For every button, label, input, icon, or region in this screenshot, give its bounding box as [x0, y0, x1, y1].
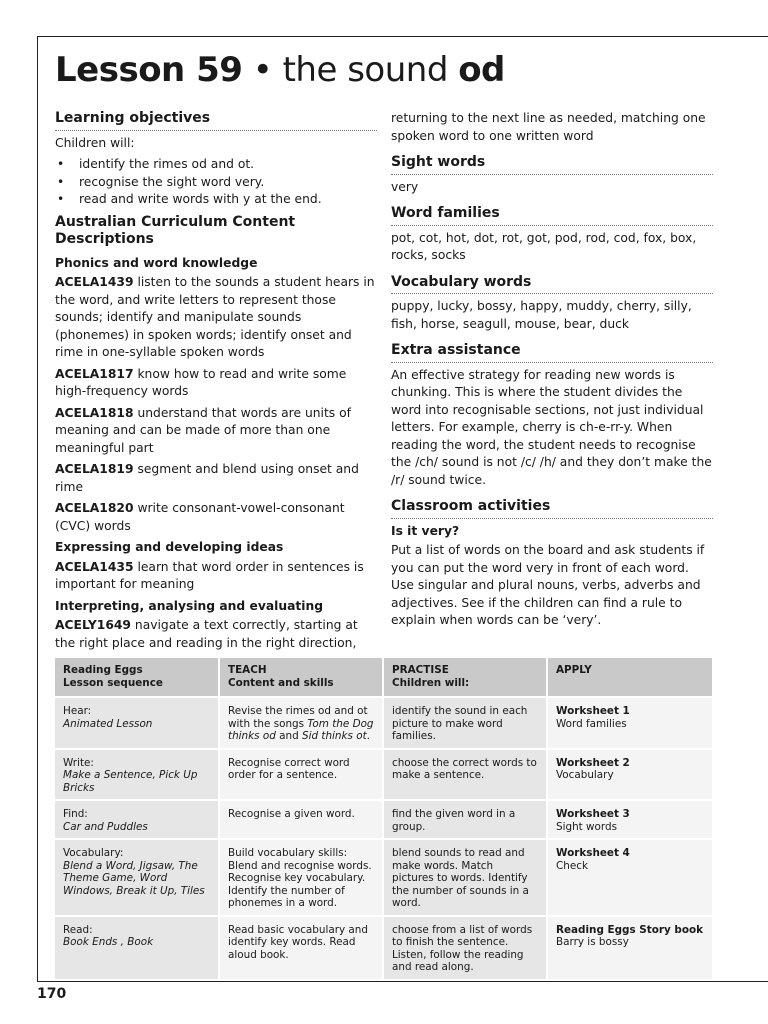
interpreting-heading: Interpreting, analysing and evaluating: [55, 598, 324, 613]
curriculum-entry: [55, 274, 377, 362]
apply-cell: Worksheet 2 Vocabulary: [547, 749, 712, 801]
lesson-title: [55, 50, 505, 90]
objective-item: • recognise the sight word very.: [55, 174, 377, 192]
curriculum-code: ACELA1819: [55, 462, 134, 476]
curriculum-text: segment and blend using onset and rime: [55, 462, 359, 494]
vocabulary-heading: Vocabulary words: [391, 274, 713, 295]
title-sound-prefix: the sound: [282, 50, 459, 90]
column-header: TEACH Content and skills: [219, 658, 383, 697]
curriculum-entry: [55, 366, 377, 401]
curriculum-code: ACELA1818: [55, 405, 134, 420]
column-header: APPLY: [547, 658, 712, 697]
curriculum-text: understand that words are units of meaning and can be made of more than one meaningful part: [55, 405, 351, 455]
curriculum-text: know how to read and write some high-frequency words: [55, 366, 347, 398]
curriculum-code: ACELY1649: [55, 618, 131, 632]
apply-cell: Reading Eggs Story book Barry is bossy: [547, 916, 712, 979]
practise-cell: find the given word in a group.: [383, 800, 547, 839]
phonics-heading: Phonics and word knowledge: [55, 255, 258, 270]
page-number: 170: [37, 986, 67, 1002]
title-sound: od: [458, 50, 505, 90]
curriculum-entry: [55, 559, 377, 594]
objectives-heading: Learning objectives: [55, 110, 377, 131]
sequence-cell: Vocabulary: Blend a Word, Jigsaw, The Theme Game, Word Windows, Break it Up, Tiles: [55, 839, 219, 916]
objective-item: • identify the rimes od and ot.: [55, 156, 377, 174]
practise-cell: choose from a list of words to finish the sentence. Listen, follow the reading and read along.: [383, 916, 547, 979]
curriculum-code: ACELA1435: [55, 559, 134, 574]
curriculum-text: navigate a text correctly, starting at the right place and reading in the right direction,: [55, 618, 358, 650]
curriculum-entry: [55, 500, 377, 535]
curriculum-entry: [55, 617, 377, 652]
table-row: [55, 749, 712, 801]
practise-cell: choose the correct words to make a sentence.: [383, 749, 547, 801]
apply-cell: Worksheet 4 Check: [547, 839, 712, 916]
objectives-list: [55, 156, 377, 209]
teach-cell: Build vocabulary skills: Blend and recognise words. Recognise key vocabulary. Identify the number of phonemes in a word.: [219, 839, 383, 916]
sequence-cell: Find: Car and Puddles: [55, 800, 219, 839]
extra-assistance-heading: Extra assistance: [391, 342, 713, 363]
practise-cell: blend sounds to read and make words. Match pictures to words. Identify the number of sounds in a word.: [383, 839, 547, 916]
objectives-intro: Children will:: [55, 135, 135, 150]
curriculum-text: write consonant-vowel-consonant (CVC) words: [55, 501, 345, 533]
curriculum-code: ACELA1817: [55, 366, 134, 381]
curriculum-text: learn that word order in sentences is important for meaning: [55, 559, 364, 591]
right-column: [391, 110, 713, 634]
sequence-cell: Read: Book Ends , Book: [55, 916, 219, 979]
apply-cell: Worksheet 3 Sight words: [547, 800, 712, 839]
sequence-cell: Hear: Animated Lesson: [55, 697, 219, 749]
sequence-cell: Write: Make a Sentence, Pick Up Bricks: [55, 749, 219, 801]
activity-text: Put a list of words on the board and ask students if you can put the word very in front of each word. Use singular and plural nouns, verbs, adverbs and adjectives. See if the children can find a rule to explain when words can be ‘very’.: [391, 543, 705, 627]
teach-cell: Revise the rimes od and ot with the songs Tom the Dog thinks od and Sid thinks ot.: [219, 697, 383, 749]
table-header-row: [55, 658, 712, 697]
extra-assistance-text: An effective strategy for reading new words is chunking. This is where the student divides the word into recognisable sections, not just individual letters. For example, cherry is ch-e-rr-y. When reading the word, the student needs to recognise the /ch/ sound is not /c/ /h/ and they don’t make the /r/ sound twice.: [391, 367, 712, 487]
lesson-number: Lesson 59: [55, 50, 243, 90]
title-separator: •: [242, 50, 283, 90]
curriculum-entry: [55, 405, 377, 458]
interpreting-continuation: returning to the next line as needed, matching one spoken word to one written word: [391, 111, 706, 143]
curriculum-heading: Australian Curriculum Content Descriptions: [55, 213, 296, 247]
word-families-heading: Word families: [391, 205, 713, 226]
curriculum-code: ACELA1439: [55, 275, 134, 289]
lesson-sequence-table: [55, 658, 712, 979]
expressing-heading: Expressing and developing ideas: [55, 540, 284, 554]
sight-words-text: very: [391, 179, 419, 194]
column-header: Reading Eggs Lesson sequence: [55, 658, 219, 697]
table-row: [55, 697, 712, 749]
activity-title: Is it very?: [391, 523, 460, 538]
curriculum-code: ACELA1820: [55, 501, 134, 515]
table-row: [55, 916, 712, 979]
objective-item: • read and write words with y at the end.: [55, 191, 377, 209]
practise-cell: identify the sound in each picture to make word families.: [383, 697, 547, 749]
teach-cell: Recognise a given word.: [219, 800, 383, 839]
table-row: [55, 800, 712, 839]
word-families-text: pot, cot, hot, dot, rot, got, pod, rod, cod, fox, box, rocks, socks: [391, 230, 697, 262]
left-column: [55, 110, 377, 656]
curriculum-text: listen to the sounds a student hears in the word, and write letters to represent those sounds; identify and manipulate sounds (phonemes) in spoken words; identify onset and rime in one-syllable spoken words: [55, 275, 375, 359]
table-row: [55, 839, 712, 916]
apply-cell: Worksheet 1 Word families: [547, 697, 712, 749]
teach-cell: Recognise correct word order for a sentence.: [219, 749, 383, 801]
curriculum-entry: [55, 461, 377, 496]
sight-words-heading: Sight words: [391, 154, 713, 175]
column-header: PRACTISE Children will:: [383, 658, 547, 697]
vocabulary-text: puppy, lucky, bossy, happy, muddy, cherry, silly, fish, horse, seagull, mouse, bear, duck: [391, 299, 692, 331]
classroom-heading: Classroom activities: [391, 498, 713, 519]
teach-cell: Read basic vocabulary and identify key words. Read aloud book.: [219, 916, 383, 979]
